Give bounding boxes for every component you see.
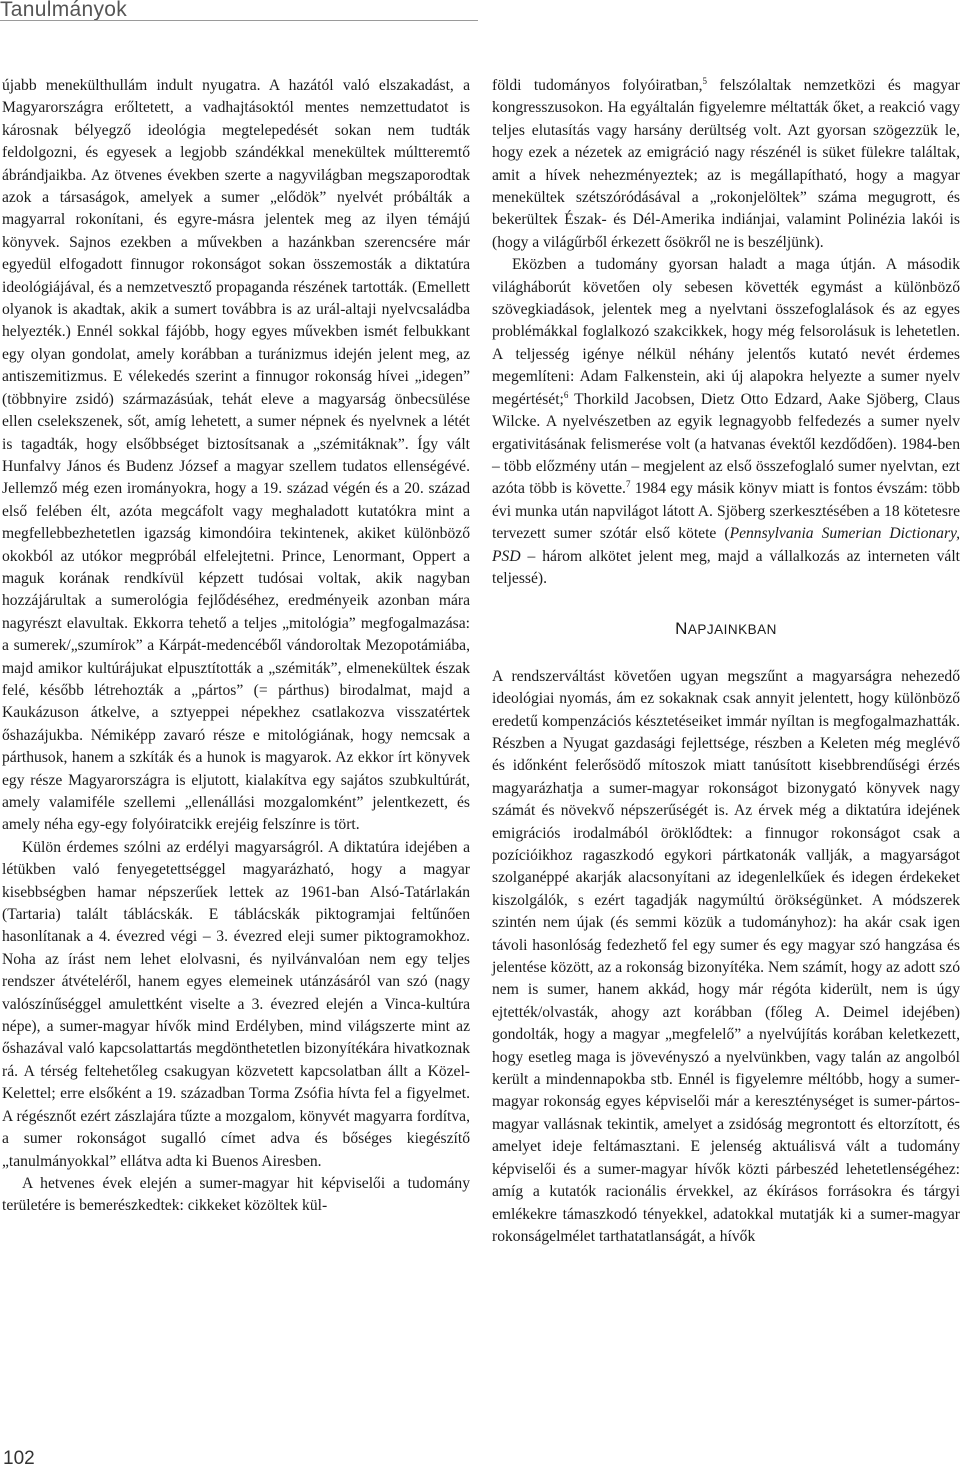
paragraph xyxy=(492,75,960,254)
section-heading-rest: APJAINKBAN xyxy=(687,622,777,638)
footnote-ref-5: 5 xyxy=(702,75,708,86)
paragraph: A hetvenes évek elején a sumer-magyar hit képviselői a tudomány területére is bemerészkedtek: cikkeket közöltek kül- xyxy=(2,1174,470,1215)
paragraph: újabb menekülthullám indult nyugatra. A hazától való elszakadást, a Magyarországra erőltetett, a vadhajtásoktól mentes nemzettudatot is károsnak bélyegző ideológia megtelepedését sokan nem tudták feldolgozni, és egyesek a legjobb szándékkal menekültek múltteremtő ábrándjaikba. Az ötvenes években szerte a nagyvilágban megszaporodtak azok a társaságok, amelyek a sumer „elődök” nyelvét próbálták a magyarral rokonítani, és egyre-másra jelentek meg az ilyen témájú könyvek. Sajnos ezekben a művekben a hazánkban szerencsére már egyedül elfogadott finnugor rokonságot sokan összemosták a diktatúra ideológiájával, és a nemzetvesztő propaganda részének tartották. (Emellett olyanok is akadtak, akik a sumert továbbra is az urál-altaji nyelvcsaládba helyezték.) Ennél sokkal fájóbb, hogy egyes művekben ismét felbukkant egy olyan gondolat, amely korábban a turánizmus idején jelent meg, az antiszemitizmus. E vélekedés szerint a finnugor rokonság hívei „idegen” (többnyire zsidó) származásúak, tehát eleve a magyarság önbecsülése ellen cselekszenek, sőt, amíg lehetett, a sumer népnek és nyelvnek a létét is tagadták, hogy elsőbbséget biztosítsanak a „szémitáknak”. Így vált Hunfalvy János és Budenz József a magyar szellem tudatos ellenségévé. Jellemző még ezen irományokra, hogy a 19. század végén és a 20. század első felében élt, azóta megcáfolt vagy meghaladott kutatókra mint a megfellebbezhetetlen igazság kimondóira tekintenek, akiket különböző okokból az utókor megpróbál elfelejtetni. Prince, Lenormant, Oppert a maguk korának rendkívül képzett tudósai voltak, akik nagyban hozzájárultak a sumerológia fejlődéséhez, eredményeik azonban mára nagyrészt elavultak. Ekkorra tehető a teljes „mitológia” megfogalmazása: a sumerek/„szumírok” a Kárpát-medencéből vándoroltak Mezopotámiába, majd amikor kultúrájukat elpusztították a „szémiták”, elmenekültek észak felé, később létrehozták a „pártos” (= párthus) birodalmat, majd a Kaukázuson átkelve, a sztyeppei népekhez csatlakozva visszatértek őshazájukba. Némiképp zavaró része e mitológiának, hogy nemcsak a párthusok, hanem a szkíták és a hunok is magyarok. Az ekkor írt könyvek egy része Magyarországra is eljutott, kialakítva egy sajátos szubkultúrát, amely valamiféle szellemi „ellenállási mozgalomként” jelentkezett, és amely néha egy-egy folyóiratcikk erejéig felszínre is tört. xyxy=(2,77,470,834)
left-column xyxy=(2,75,470,1218)
footnote-ref-6: 6 xyxy=(563,389,569,400)
paragraph-text: felszólaltak nemzetközi és magyar kongresszusokon. Ha egyáltalán figyelemre méltatták őket, a reakció vagy teljes elutasítás vagy harsány derültség volt. Azt gyorsan szögezzük le, hogy ezek a nézetek az emigráció nagy részénél is süket fülekre találtak, amit a hívek nehezményeztek; az is megállapítható, hogy a magyar menekültek szétszóródásával a „rokonjelöltek” száma megugrott, és bekerültek Észak- és Dél-Amerika indiánjai, valamint Polinézia lakói is (hogy a világűrből érkezett ősökről ne is beszéljünk). xyxy=(492,77,960,251)
header-rule xyxy=(0,20,478,21)
paragraph-text: földi tudományos folyóiratban, xyxy=(492,77,703,94)
paragraph: Külön érdemes szólni az erdélyi magyarságról. A diktatúra idejében a létükben való fenyegetettséggel magyarázható, hogy a magyar kisebbségben hamar népszerűek lettek az 1961-ban Alsó-Tatárlakán (Tartaria) talált táblácskák. E táblácskák piktogramjai feltűnően hasonlítanak a 4. évezred végi – 3. évezred eleji sumer piktogramokhoz. Noha az írást nem lehet elolvasni, és nyilvánvalóan nem egy teljes rendszer átvételéről, hanem egyes elemeinek utánzásáról van szó (nagy valószínűséggel amulettként viselte a 3. évezred elején a Vinca-kultúra népe), a sumer-magyar hívők mind Erdélyben, mind világszerte mint az őshazával való kapcsolattartás megdönthetetlen bizonyítékára hivatkoznak rá. A térség feltehetőleg csakugyan közvetett kapcsolatban állt a Közel-Kelettel; erre elsőként a 19. században Torma Zsófia hívta fel a figyelmet. A régésznőt ezért zászlajára tűzte a mozgalom, könyvét magyarra fordítva, a sumer rokonságot sugalló címet adva és bőséges kiegészítő „tanulmányokkal” ellátva adta ki Buenos Airesben. xyxy=(2,838,470,1170)
paragraph xyxy=(492,254,960,590)
paragraph-text: – három alkötet jelent meg, majd a vállalkozás az interneten vált teljessé). xyxy=(492,547,960,587)
footnote-ref-7: 7 xyxy=(625,479,631,490)
page-number: 102 xyxy=(3,1448,35,1469)
paragraph: A rendszerváltást követően ugyan megszűnt a magyarságra nehezedő ideológiai nyomás, ám ez sokaknak csak annyit jelentett, hogy különböző eredetű kompenzációs késztetéseiket immár nyíltan is megfogalmazhatták. Részben a Nyugat gazdasági fejlettsége, részben a Keleten még meglévő és időnként felerősödő mítoszok miatt tanúsított kisebbrendűségi érzés magyarázhatja a sumer-magyar rokonságot bizonygató könyvek nagy számát és növekvő népszerűségét is. Az érvek még a diktatúra idejének emigrációs irodalmából öröklődtek: a finnugor rokonságot csak a pozícióikhoz ragaszkodó egykori pártkatonák vallják, a magyarságot szolganéppé akarják alacsonyítani az idegenlelkűek és idegen érdekeket kiszolgálók, s ezért tagadják nagymúltú örökségünket. A módszerek szintén nem újak (és semmi közük a tudományhoz): ha akár csak igen távoli hasonlóság fedezhető fel egy sumer és egy magyar szó hangzása és jelentése között, az a rokonság bizonyítéka. Nem számít, hogy az adott szó nem is sumer, hanem akkád, hogy már régóta kiderült, nem is úgy ejtették/olvasták, ahogy azt korábban (főleg A. Deimel idejében) gondolták, hogy a magyar „megfelelő” a nyelvújítás korában keletkezett, hogy esetleg maga is jövevényszó a nyelvünkben, vagy talán az angolból került a mindennapokba stb. Ennél is figyelemre méltóbb, hogy a sumer-magyar rokonság egyes képviselői már a kereszténységet is sumer-pártos-magyar vallásnak tekintik, amelyet a zsidóság megrontott és eltorzított, és amelyet ideje feltámasztani. E jelenség aktuálisvá vált a tudomány képviselői és a sumer-magyar hívők közti párbeszéd lehetetlenségéhez: amíg a kutatók racionális érvekkel, az ékírásos forrásokra és tárgyi emlékekre támaszkodó tényekkel, adatokkal mutatják ki a sumer-magyar rokonságelmélet tarthatatlanságát, a hívők xyxy=(492,667,960,1245)
dictionary-title: Pennsylvania Sumerian Dictionary, PSD xyxy=(492,525,960,565)
section-heading-initial: N xyxy=(675,619,688,639)
right-column xyxy=(492,75,960,1248)
paragraph-text: Eközben a tudomány gyorsan haladt a maga útján. A második világháborút követően oly sebesen követték egymást a különböző szövegkiadások, jelentek meg a nyelvtani összefoglalások és az egyes problémákkal foglalkozó szakcikkek, hogy még felsorolásuk is lehetetlen. A teljesség igénye nélkül néhány jelentős kutató nevét érdemes megemlíteni: Adam Falkenstein, aki új alapokra helyezte a sumer nyelv megértését; xyxy=(492,256,960,408)
running-header-title: Tanulmányok xyxy=(0,0,128,21)
paragraph-text: Thorkild Jacobsen, Dietz Otto Edzard, Aake Sjöberg, Claus Wilcke. A nyelvészetben az egyik legnagyobb felfedezés a sumer nyelv ergativitásának felismerése volt (a hatvanas évektől kezdődően). 1984-ben – több előzmény után – megjelent az első összefoglaló sumer nyelvtan, ezt azóta több is követte. xyxy=(492,390,960,498)
paragraph-text: 1984 egy másik könyv miatt is fontos évszám: több évi munka után napvilágot látott A. Sjöberg szerkesztésében a 18 kötetesre tervezett sumer szótár első kötete ( xyxy=(492,480,960,543)
section-heading xyxy=(492,618,960,641)
